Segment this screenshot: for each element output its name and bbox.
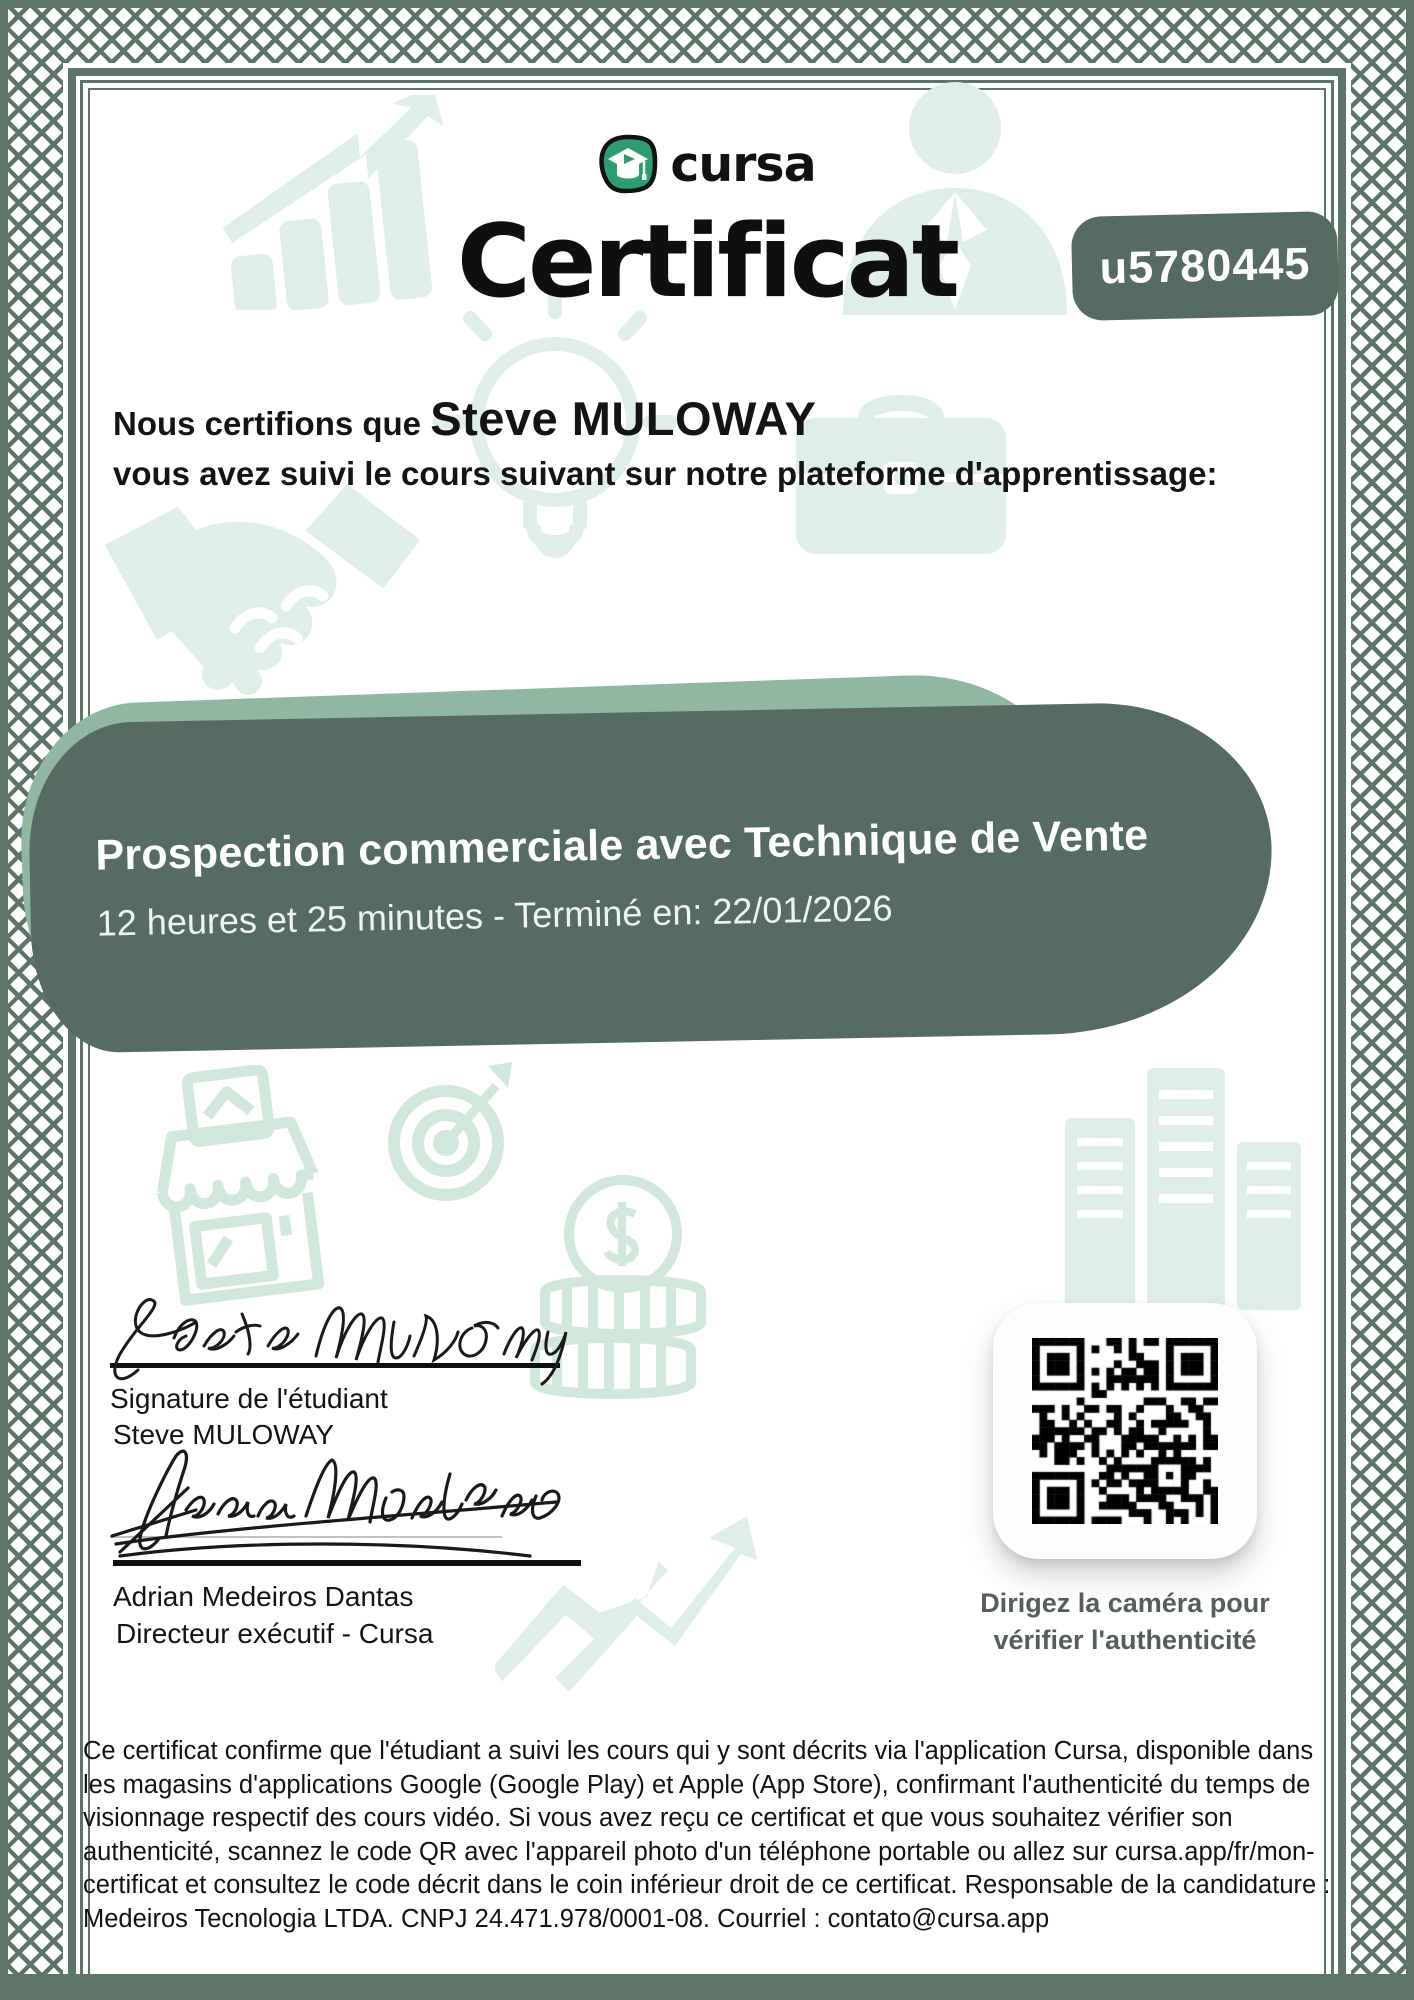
- handshake-watermark-icon: [90, 478, 440, 713]
- buildings-watermark-icon: [1055, 1058, 1310, 1310]
- certificate-code-badge: [1071, 211, 1339, 321]
- qr-canvas: [1032, 1338, 1218, 1524]
- qr-caption-line-2: vérifier l'authenticité: [993, 1625, 1257, 1655]
- footer-disclaimer: Ce certificat confirme que l'étudiant a suivi les cours qui y sont décrits via l'application Cursa, disponible dans les magasins d'applications Google (Google Play) et Apple (App Store), confirmant l'authenticité du temps de visionnage respectif des cours vidéo. Si vous avez reçu ce certificat et que vous souhaitez vérifier son authenticité, scannez le code QR avec l'appareil photo d'un téléphone portable ou allez sur cursa.app/fr/mon-certificat et consultez le code décrit dans le coin inférieur droit de ce certificat. Responsable de la candidature : Medeiros Tecnologia LTDA. CNPJ 24.471.978/0001-08. Courriel : contato@cursa.app: [83, 1737, 1331, 1933]
- cursa-logo: [0, 134, 1414, 194]
- director-name: Adrian Medeiros Dantas: [113, 1581, 414, 1612]
- intro-block: [113, 390, 1253, 493]
- course-details: 12 heures et 25 minutes - Terminé en: 22/01/2026: [96, 886, 893, 944]
- certificate-code: u5780445: [1099, 237, 1311, 294]
- director-signature-script: [100, 1444, 580, 1569]
- target-watermark-icon: [388, 1048, 518, 1213]
- intro-line-1: [113, 390, 1253, 453]
- course-banner: [27, 700, 1275, 1054]
- qr-caption: [973, 1585, 1277, 1659]
- student-signature-label: Signature de l'étudiant: [110, 1383, 388, 1414]
- intro-prefix: Nous certifions que: [113, 405, 431, 442]
- certificate-title: Certificat: [456, 202, 958, 320]
- director-title: Directeur exécutif - Cursa: [116, 1618, 434, 1649]
- qr-caption-line-1: Dirigez la caméra pour: [980, 1588, 1270, 1618]
- cursa-logo-icon: [598, 134, 658, 194]
- intro-line-2: vous avez suivi le cours suivant sur notre plateforme d'apprentissage:: [113, 455, 1218, 492]
- bottom-border-band: [0, 1974, 1414, 2000]
- student-signature-script: [100, 1292, 570, 1392]
- storefront-watermark-icon: [138, 1065, 343, 1310]
- qr-card: [993, 1303, 1257, 1559]
- course-title: Prospection commerciale avec Technique de Vente: [95, 810, 1149, 880]
- student-signature-name: Steve MULOWAY: [113, 1419, 334, 1450]
- cursa-logo-text: cursa: [670, 135, 816, 193]
- student-name: Steve MULOWAY: [430, 392, 817, 445]
